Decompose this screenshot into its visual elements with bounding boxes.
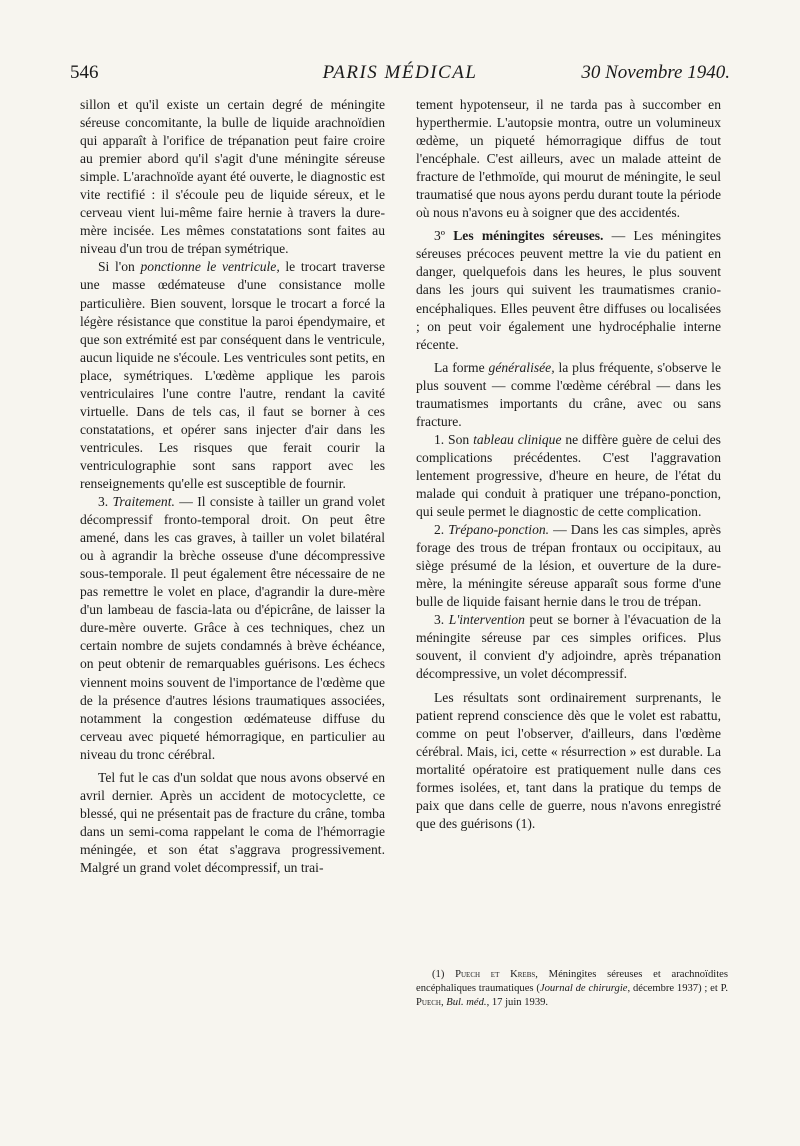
paragraph: Tel fut le cas d'un soldat que nous avons observé en avril dernier. Après un accident de motocyclette, ce blessé, qui ne présentait pas de fracture du crâne, tomba dans un semi-coma rappelant le coma de l'hémorragie méningée, et son état s'aggrava progressivement. Malgré un grand volet décompressif, un trai- <box>80 769 385 875</box>
section-traitement: 3. Traitement. — Il consiste à tailler un grand volet décompressif fronto-temporal droit. On peut être amené, dans les cas graves, à tailler un volet bilatéral ou à agrandir la brèche osseuse d'une décompressive sous-temporale. Il peut également être nécessaire de ne pas remettre le volet en place, d'agrandir la dure-mère d'un lambeau de fascia-lata ou d'épicrâne, de laisser la dure-mère ouverte. Grâce à ces techniques, chez un certain nombre de sujets condamnés à brève échéance, on peut obtenir de remarquables guérisons. Les échecs viennent moins souvent de l'importance de l'œdème que de la présence d'autres lésions traumatiques associées, notamment la congestion œdémateuse diffuse du cerveau avec piqueté hémorragique, en particulier au niveau du tronc cérébral. <box>80 494 386 762</box>
paragraph: 1. Son tableau clinique ne diffère guère de celui des complications précédentes. C'est l'aggravation lentement progressive, d'heure en heure, de l'état du malade qui conduit à pratiquer une trépano-ponction, qui seule permet le diagnostic de cette complication. <box>416 431 721 520</box>
issue-date: 30 Novembre 1940. <box>581 62 730 83</box>
emphasis: L'intervention <box>448 612 525 628</box>
running-header <box>70 62 730 88</box>
paragraph: La forme généralisée, la plus fréquente, s'observe le plus souvent — comme l'œdème cérébral — dans les traumatismes importants du crâne, avec ou sans fracture. <box>416 359 721 429</box>
paragraph: tement hypotenseur, il ne tarda pas à succomber en hyperthermie. L'autopsie montra, outre un volumineux œdème, un piqueté hémorragique diffus de tout l'encéphale. C'est ailleurs, avec un malade atteint de fracture de l'ethmoïde, qui mourut de méningite, le seul traumatisé que nous ayons perdu durant toute la période où nous n'avons eu à soigner que des accidentés. <box>416 97 721 221</box>
paragraph: Les résultats sont ordinairement surprenants, le patient reprend conscience dès que le volet est rabattu, comme on peut l'observer, d'ailleurs, dans l'œdème cérébral. Mais, ici, cette « résurrection » est durable. La mortalité opératoire est pratiquement nulle dans ces formes isolées, et, tant dans la pratique du temps de paix que dans celle de guerre, nous n'avons enregistré que des guérisons (1). <box>416 689 721 831</box>
journal-title: PARIS MÉDICAL <box>322 62 478 83</box>
footnote-authors: Puech et Krebs <box>455 969 536 980</box>
page-number: 546 <box>70 62 99 83</box>
section-heading: Traitement. <box>112 494 175 510</box>
footnote-journal: Journal de chirurgie <box>539 983 628 994</box>
left-column <box>80 96 385 877</box>
section-meningites-sereuses: 3º Les méningites séreuses. — Les méningites séreuses précoces peuvent mettre la vie du patient en danger, quelquefois dans les heures, le plus souvent dans les jours qui suivent les traumatismes cranio-encéphaliques. Elles peuvent être diffuses ou localisées ; on peut voir également une hydrocéphalie interne récente. <box>416 228 721 352</box>
paragraph: 2. Trépano-ponction. — Dans les cas simples, après forage des trous de trépan frontaux ou occipitaux, au siège présumé de la lésion, et ouverture de la dure-mère, la méningite séreuse apparaît sous forme d'une bulle de liquide faisant hernie dans le trou de trépan. <box>416 522 721 610</box>
emphasis: tableau clinique <box>473 431 562 447</box>
paragraph: sillon et qu'il existe un certain degré de méningite séreuse concomitante, la bulle de liquide arachnoïdien qui apparaît à l'orifice de trépanation peut faire croire au premier abord qu'il s'agit d'une méningite séreuse simple. L'arachnoïde ayant été ouverte, le diagnostic est vite rectifié : il s'écoule peu de liquide séreux, et le cerveau vient lui-même faire hernie à travers la dure-mère incisée. Les mêmes constatations sont faites au niveau d'un trou de trépan symétrique. <box>80 97 385 257</box>
paragraph: 3. L'intervention peut se borner à l'évacuation de la méningite séreuse par ces simples orifices. Plus souvent, il convient d'y adjoindre, après trépanation décompressive, un volet décompressif. <box>416 612 721 682</box>
footnote: (1) Puech et Krebs, Méningites séreuses et arachnoïdites encéphaliques traumatiques (Journal de chirurgie, décembre 1937) ; et P. Puech, Bul. méd., 17 juin 1939. <box>416 969 729 1008</box>
emphasis: Trépano-ponction. <box>448 522 550 538</box>
emphasis: généralisée, <box>488 359 555 375</box>
paragraph: Si l'on ponctionne le ventricule, le trocart traverse une masse œdémateuse d'une consistance molle particulière. Bien souvent, lorsque le trocart a forcé la légère résistance que constitue la paroi épendymaire, et que son extrémité est par conséquent dans le ventricule, aucun liquide ne s'écoule. Les ventricules sont petits, en place, symétriques. L'œdème applique les parois ventriculaires l'une contre l'autre, rendant la cavité virtuelle. Dans de tels cas, il faut se borner à ces constatations, et opérer sans injecter d'air dans les ventricules. Les risques que ferait courir la ventriculographie sont sans rapport avec les renseignements qu'elle est susceptible de fournir. <box>80 259 385 491</box>
section-heading: Les méningites séreuses. <box>453 228 604 244</box>
footnote-journal: Bul. méd. <box>446 997 487 1008</box>
right-column <box>416 96 721 833</box>
footnote-author: Puech <box>416 997 441 1008</box>
emphasis: ponctionne le ventricule, <box>140 259 280 275</box>
